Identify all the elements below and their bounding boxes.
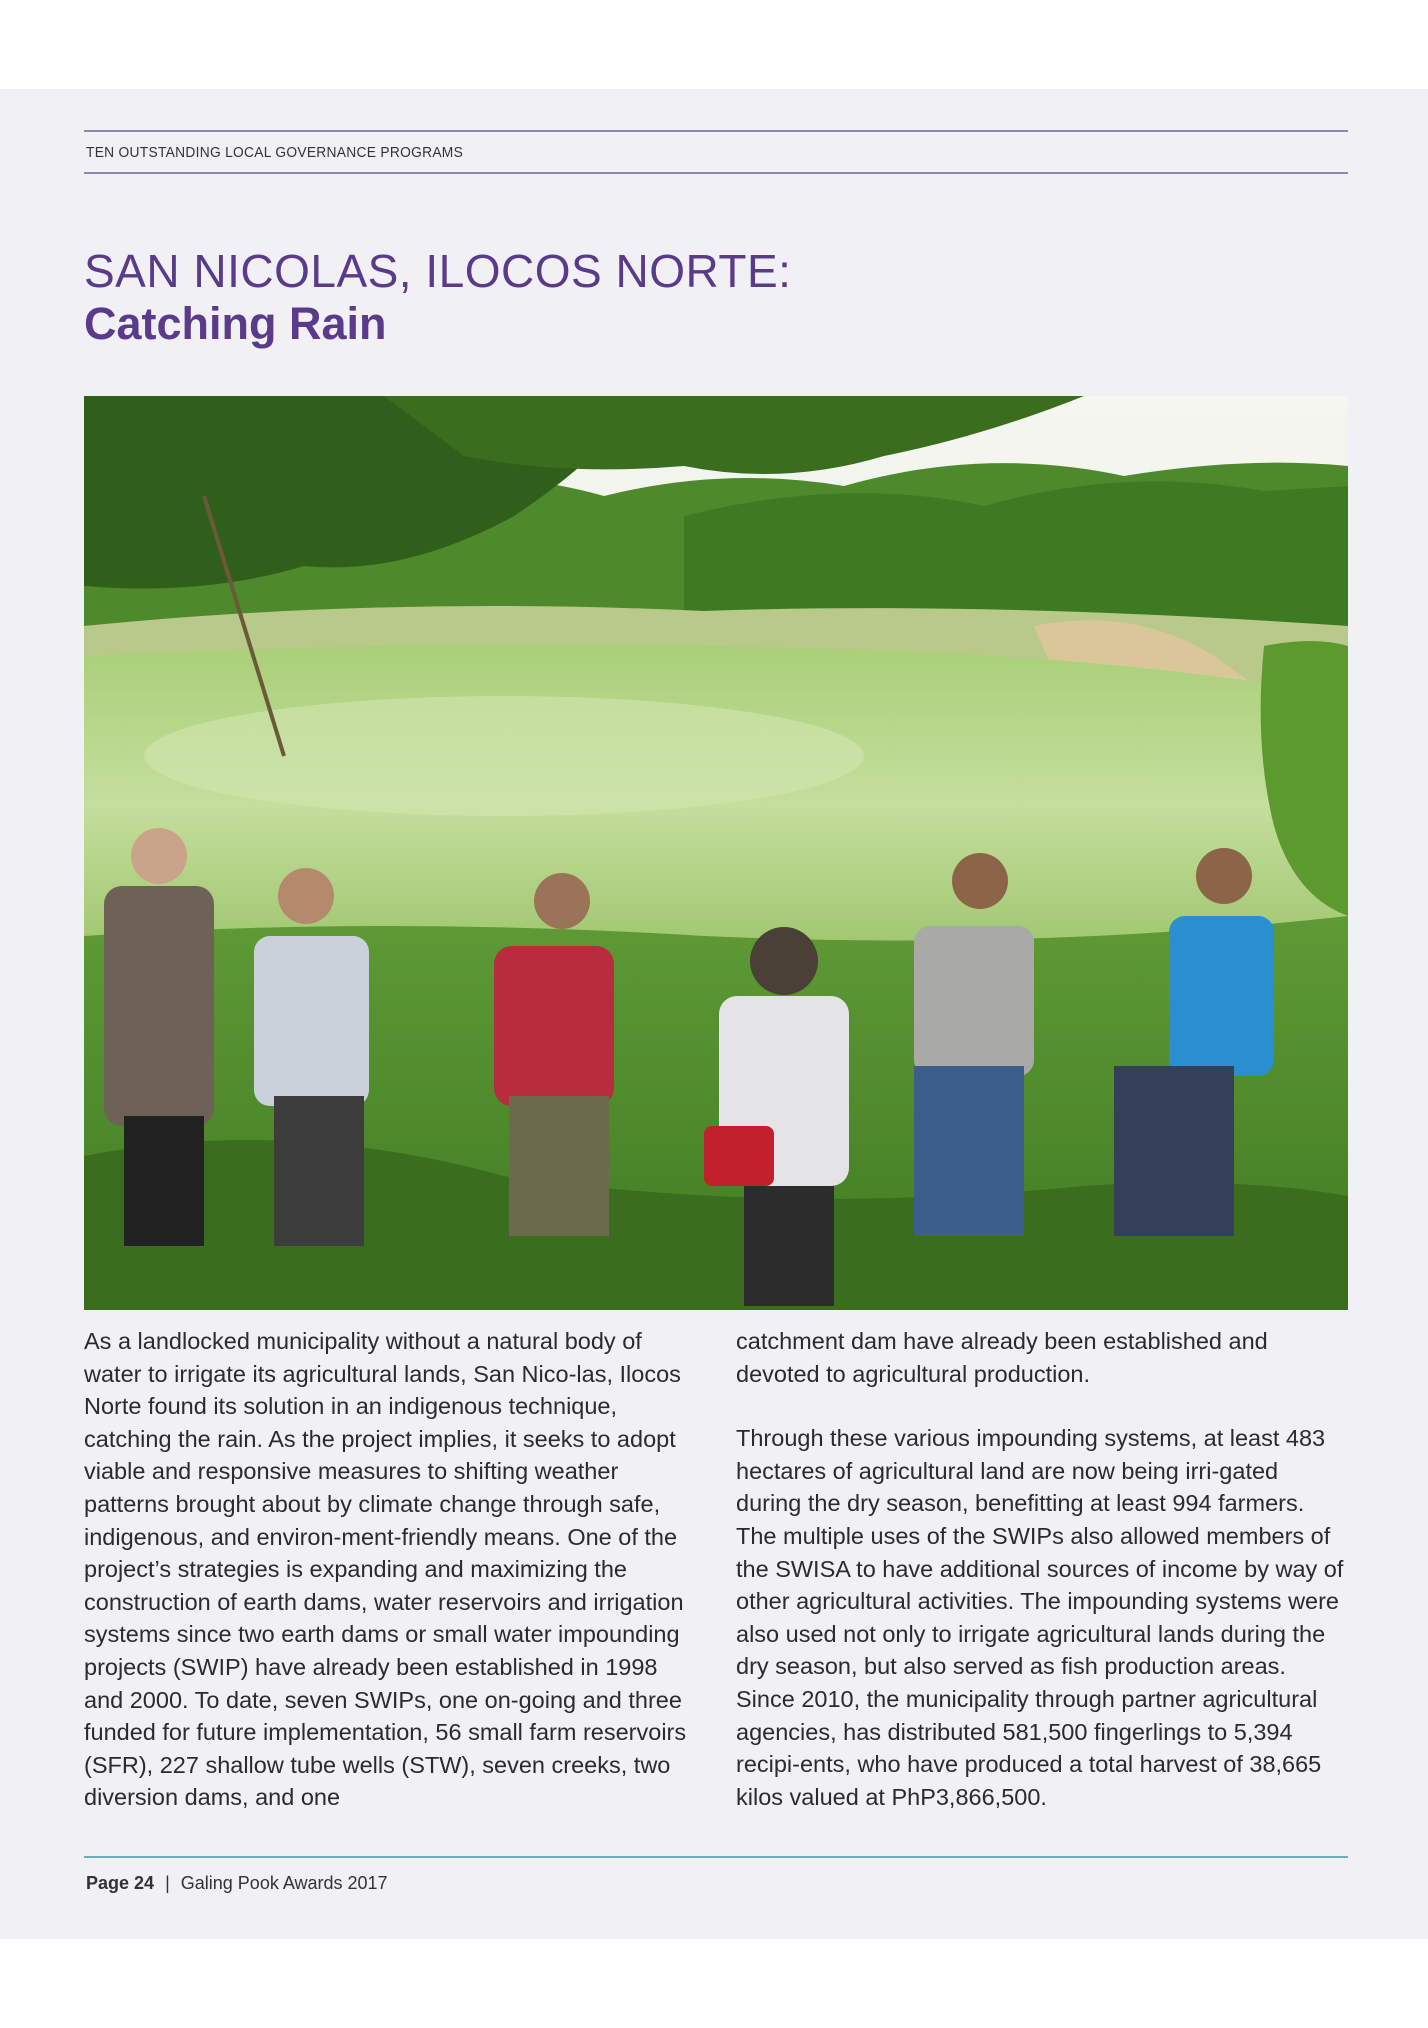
body-paragraph: Through these various impounding systems, at least 483 hectares of agricultural land are now being irri-gated during the dry season, benefitting at least 994 farmers. The multiple uses of the SWIPs also allowed members of the SWISA to have additional sources of income by way of other agricultural activities. The impounding systems were also used not only to irrigate agricultural lands during the dry season, but also served as fish production areas. Since 2010, the municipality through partner agricultural agencies, has distributed 581,500 fingerlings to 5,394 recipi-ents, who have produced a total harvest of 38,665 kilos valued at PhP3,866,500. bbox=[736, 1425, 1344, 1810]
page-footer bbox=[86, 1873, 388, 1894]
article-title-program: Catching Rain bbox=[84, 298, 387, 349]
body-paragraph: As a landlocked municipality without a natural body of water to irrigate its agricultural lands, San Nico-las, Ilocos Norte found its solution in an indigenous technique, catching the rain. As the project implies, it seeks to adopt viable and responsive measures to shifting weather patterns brought about by climate change through safe, indigenous, and environ-ment-friendly means. One of the project’s strategies is expanding and maximizing the construction of earth dams, water reservoirs and irrigation systems since two earth dams or small water impounding projects (SWIP) have already been established in 1998 and 2000. To date, seven SWIPs, one on-going and three funded for future implementation, 56 small farm reservoirs (SFR), 227 shallow tube wells (STW), seven creeks, two diversion dams, and one bbox=[84, 1328, 687, 1811]
publication-name: Galing Pook Awards 2017 bbox=[180, 1873, 388, 1893]
header-rule-bottom bbox=[84, 172, 1348, 174]
column-left bbox=[84, 1325, 696, 1846]
running-head: TEN OUTSTANDING LOCAL GOVERNANCE PROGRAMS bbox=[86, 144, 464, 161]
body-columns bbox=[84, 1325, 1348, 1846]
body-paragraph: catchment dam have already been established and devoted to agricultural production. bbox=[736, 1328, 1268, 1387]
page-number: Page 24 bbox=[86, 1873, 155, 1893]
header-rule-top bbox=[84, 130, 1348, 132]
reservoir-photo bbox=[84, 396, 1348, 1310]
footer-rule bbox=[84, 1856, 1348, 1858]
footer-separator: | bbox=[165, 1873, 170, 1893]
article-title-place: SAN NICOLAS, ILOCOS NORTE: bbox=[84, 245, 792, 297]
column-right bbox=[736, 1325, 1348, 1846]
